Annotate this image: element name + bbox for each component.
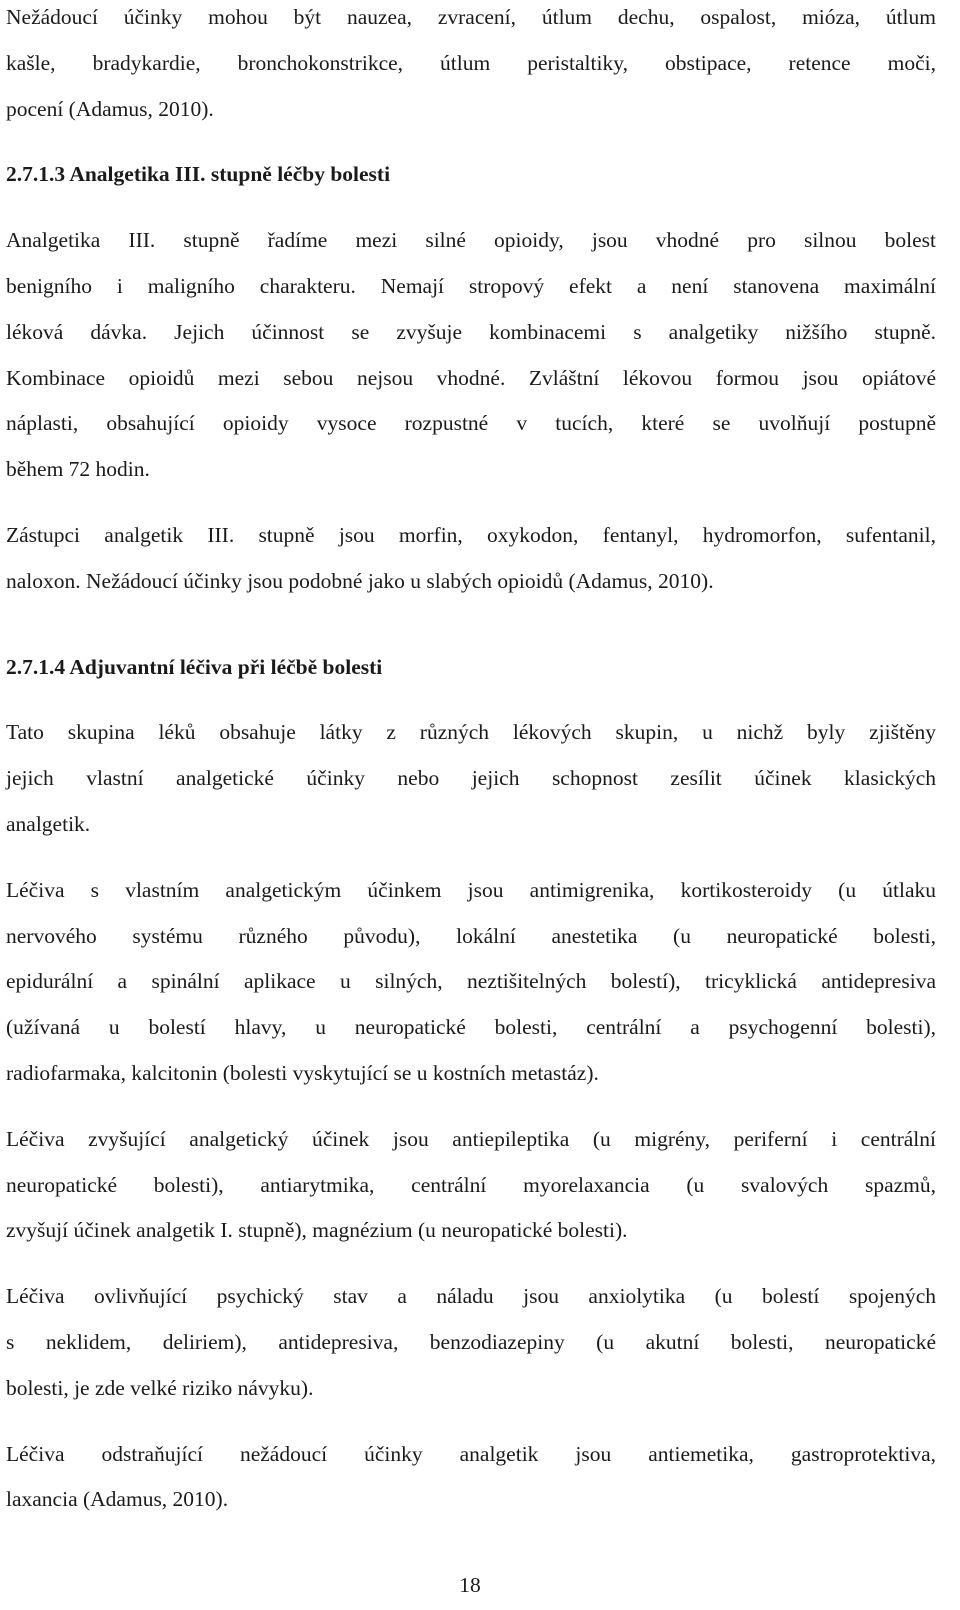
section-heading: 2.7.1.3 Analgetika III. stupně léčby bolesti: [6, 162, 391, 187]
paragraph-side-effects: [6, 0, 936, 132]
text-line: (užívaná u bolestí hlavy, u neuropatické bolesti, centrální a psychogenní bolesti),: [6, 1015, 936, 1040]
text-line: analgetik.: [6, 811, 91, 836]
text-line: kašle, bradykardie, bronchokonstrikce, útlum peristaltiky, obstipace, retence moči,: [6, 50, 936, 75]
paragraph-adjuvant-group: [6, 710, 936, 847]
text-line: během 72 hodin.: [6, 457, 150, 482]
text-line: Léčiva ovlivňující psychický stav a náladu jsou anxiolytika (u bolestí spojených: [6, 1284, 936, 1309]
text-line: pocení (Adamus, 2010).: [6, 96, 214, 121]
text-line: naloxon. Nežádoucí účinky jsou podobné jako u slabých opioidů (Adamus, 2010).: [6, 568, 714, 593]
text-line: Léčiva odstraňující nežádoucí účinky analgetik jsou antiemetika, gastroprotektiva,: [6, 1441, 936, 1466]
text-line: Zástupci analgetik III. stupně jsou morfin, oxykodon, fentanyl, hydromorfon, sufentanil,: [6, 522, 936, 547]
text-line: laxancia (Adamus, 2010).: [6, 1487, 229, 1512]
text-line: radiofarmaka, kalcitonin (bolesti vyskytující se u kostních metastáz).: [6, 1060, 599, 1085]
paragraph-own-analgesic-effect: [6, 868, 936, 1097]
text-line: Tato skupina léků obsahuje látky z různých lékových skupin, u nichž byly zjištěny: [6, 720, 936, 745]
text-line: náplasti, obsahující opioidy vysoce rozpustné v tucích, které se uvolňují postupně: [6, 411, 936, 436]
paragraph-enhancing-effect: [6, 1117, 936, 1254]
text-line: s neklidem, deliriem), antidepresiva, benzodiazepiny (u akutní bolesti, neuropatické: [6, 1329, 936, 1354]
text-line: benigního i maligního charakteru. Nemají stropový efekt a není stanovena maximální: [6, 273, 936, 298]
text-line: bolesti, je zde velké riziko návyku).: [6, 1375, 314, 1400]
text-line: Léčiva s vlastním analgetickým účinkem jsou antimigrenika, kortikosteroidy (u útlaku: [6, 877, 936, 902]
page-number: 18: [459, 1573, 481, 1597]
document-page: [6, 0, 936, 1523]
text-line: Analgetika III. stupně řadíme mezi silné opioidy, jsou vhodné pro silnou bolest: [6, 228, 936, 253]
paragraph-side-effect-removal: [6, 1432, 936, 1524]
text-line: léková dávka. Jejich účinnost se zvyšuje kombinacemi s analgetiky nižšího stupně.: [6, 319, 936, 344]
text-line: jejich vlastní analgetické účinky nebo jejich schopnost zesílit účinek klasických: [6, 766, 936, 791]
text-line: Nežádoucí účinky mohou být nauzea, zvracení, útlum dechu, ospalost, mióza, útlum: [6, 5, 936, 29]
text-line: neuropatické bolesti), antiarytmika, centrální myorelaxancia (u svalových spazmů,: [6, 1172, 936, 1197]
paragraph-psychic-state: [6, 1274, 936, 1411]
text-line: Léčiva zvyšující analgetický účinek jsou antiepileptika (u migrény, periferní i centrální: [6, 1126, 936, 1151]
text-line: Kombinace opioidů mezi sebou nejsou vhodné. Zvláštní lékovou formou jsou opiátové: [6, 365, 936, 390]
paragraph-analgetika-iii: [6, 218, 936, 493]
section-heading: 2.7.1.4 Adjuvantní léčiva při léčbě bolesti: [6, 654, 383, 679]
text-line: nervového systému různého původu), lokální anestetika (u neuropatické bolesti,: [6, 923, 936, 948]
paragraph-representatives: [6, 513, 936, 605]
text-line: zvyšují účinek analgetik I. stupně), magnézium (u neuropatické bolesti).: [6, 1218, 628, 1243]
text-line: epidurální a spinální aplikace u silných, neztišitelných bolestí), tricyklická antidepresiva: [6, 969, 936, 994]
